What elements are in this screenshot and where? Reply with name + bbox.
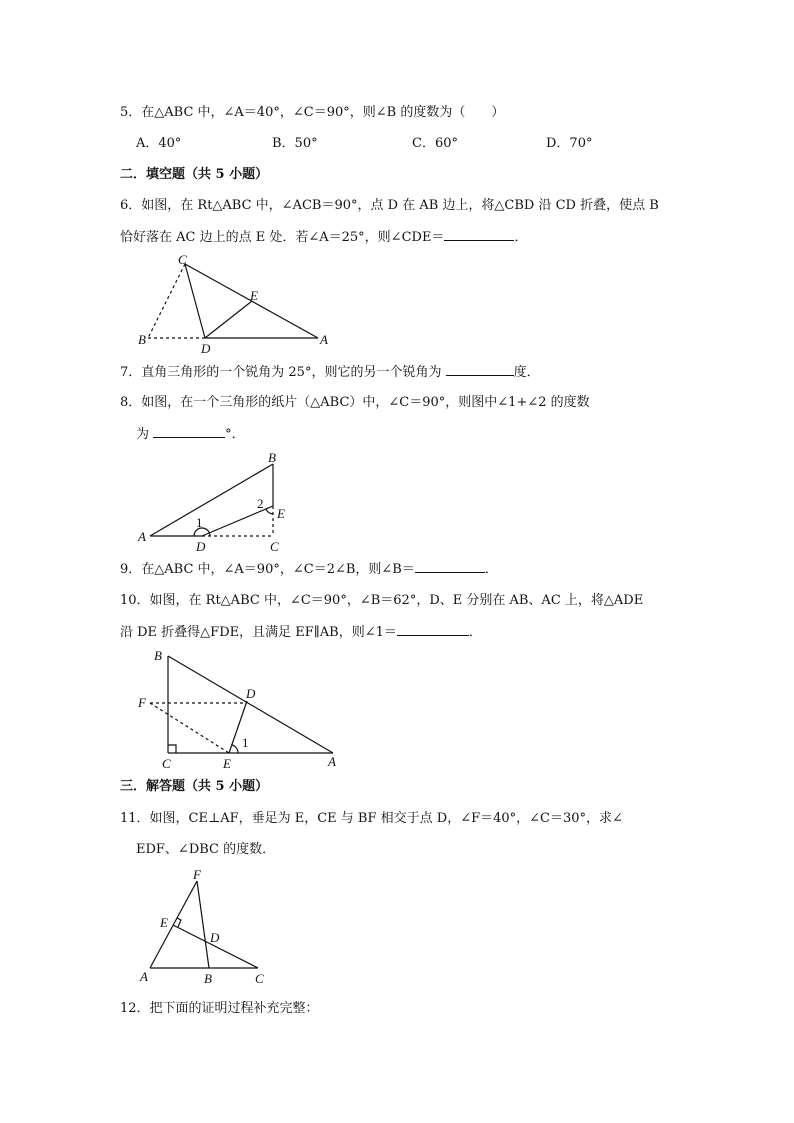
q10-label-f: F	[138, 695, 146, 710]
q5-option-d: D．70°	[546, 136, 593, 151]
q6-label-b: B	[138, 332, 146, 347]
q8-label-b: B	[268, 450, 276, 465]
q8-line2-end: °．	[225, 427, 245, 442]
q11-figure	[130, 866, 280, 990]
q8-angle-2-arc	[266, 509, 273, 514]
q6-label-d: D	[201, 341, 211, 356]
section-fill-in-blank-heading: 二．填空题（共 5 小题）	[120, 167, 269, 182]
q6-segment-cd	[185, 264, 205, 338]
q6-label-a: A	[320, 332, 328, 347]
q10-label-e: E	[223, 756, 231, 771]
q8-line2	[136, 425, 245, 444]
q11-line2: EDF、∠DBC 的度数．	[136, 842, 276, 857]
q10-label-a: A	[328, 754, 336, 769]
q6-segment-cb	[148, 264, 185, 338]
q8-line2-text: 为	[136, 427, 154, 442]
q11-label-c: C	[255, 971, 264, 986]
q8-figure	[130, 448, 300, 556]
q8-label-c: C	[270, 539, 279, 554]
q10-line2	[120, 623, 482, 642]
q8-label-d: D	[196, 539, 206, 554]
q6-line1: 6．如图，在 Rt△ABC 中，∠ACB＝90°，点 D 在 AB 边上，将△CBD 沿 CD 折叠，使点 B	[120, 198, 659, 213]
q6-label-e: E	[250, 288, 258, 303]
q11-segment-fb	[197, 881, 209, 968]
q5-option-b: B．50°	[272, 136, 318, 151]
q9-answer-blank	[415, 560, 485, 573]
q6-label-c: C	[178, 252, 187, 267]
q9-line	[120, 560, 498, 579]
q9-end: ．	[484, 562, 498, 577]
q11-label-e: E	[160, 915, 168, 930]
q8-segment-ab	[150, 464, 273, 536]
q8-label-1: 1	[196, 515, 203, 530]
q7-end: 度．	[513, 365, 540, 380]
q6-answer-blank	[444, 228, 514, 241]
q10-label-b: B	[154, 648, 162, 663]
q6-line2	[120, 228, 527, 247]
q10-right-angle-mark	[168, 745, 176, 753]
q7-line	[120, 363, 540, 382]
q10-angle-1-arc	[232, 745, 238, 753]
q8-line1: 8．如图，在一个三角形的纸片（△ABC）中，∠C＝90°，则图中∠1+∠2 的度数	[120, 395, 590, 410]
q7-answer-blank	[446, 363, 514, 376]
q10-line1: 10．如图，在 Rt△ABC 中，∠C＝90°，∠B＝62°，D、E 分别在 AB、AC 上，将△ADE	[120, 593, 644, 608]
q6-figure	[130, 252, 340, 358]
q7-text: 7．直角三角形的一个锐角为 25°，则它的另一个锐角为	[120, 365, 446, 380]
q10-label-d: D	[246, 686, 256, 701]
q11-label-b: B	[204, 971, 212, 986]
q11-line1: 11．如图，CE⊥AF，垂足为 E，CE 与 BF 相交于点 D，∠F＝40°，∠C＝30°，求∠	[120, 811, 623, 826]
q11-label-d: D	[210, 930, 220, 945]
q8-label-e: E	[277, 506, 285, 521]
q12-text: 12．把下面的证明过程补充完整：	[120, 1001, 319, 1016]
q11-segment-af	[150, 881, 197, 968]
q10-answer-blank	[397, 623, 469, 636]
q10-segment-ba	[168, 656, 333, 753]
q10-line2-end: ．	[468, 625, 482, 640]
q11-right-angle-mark	[177, 918, 181, 927]
q11-label-a: A	[140, 969, 148, 984]
q5-option-c: C．60°	[412, 136, 458, 151]
q10-line2-text: 沿 DE 折叠得△FDE，且满足 EF∥AB，则∠1＝	[120, 625, 397, 640]
q8-label-2: 2	[257, 496, 264, 511]
q10-label-1: 1	[242, 735, 249, 750]
q5-text: 5．在△ABC 中，∠A＝40°，∠C＝90°，则∠B 的度数为（ ）	[120, 105, 505, 120]
q8-answer-blank	[153, 425, 225, 438]
q6-line2-end: ．	[514, 230, 528, 245]
q10-figure	[130, 646, 345, 772]
q10-segment-fe	[150, 703, 229, 753]
q8-label-a: A	[138, 529, 146, 544]
q10-label-c: C	[162, 756, 171, 771]
q6-line2-text: 恰好落在 AC 边上的点 E 处．若∠A＝25°，则∠CDE＝	[120, 230, 445, 245]
q6-segment-de	[205, 301, 252, 338]
q11-label-f: F	[193, 867, 201, 882]
section-solutions-heading: 三．解答题（共 5 小题）	[120, 779, 269, 794]
q9-text: 9．在△ABC 中，∠A＝90°，∠C＝2∠B，则∠B＝	[120, 562, 415, 577]
q5-option-a: A．40°	[136, 136, 182, 151]
